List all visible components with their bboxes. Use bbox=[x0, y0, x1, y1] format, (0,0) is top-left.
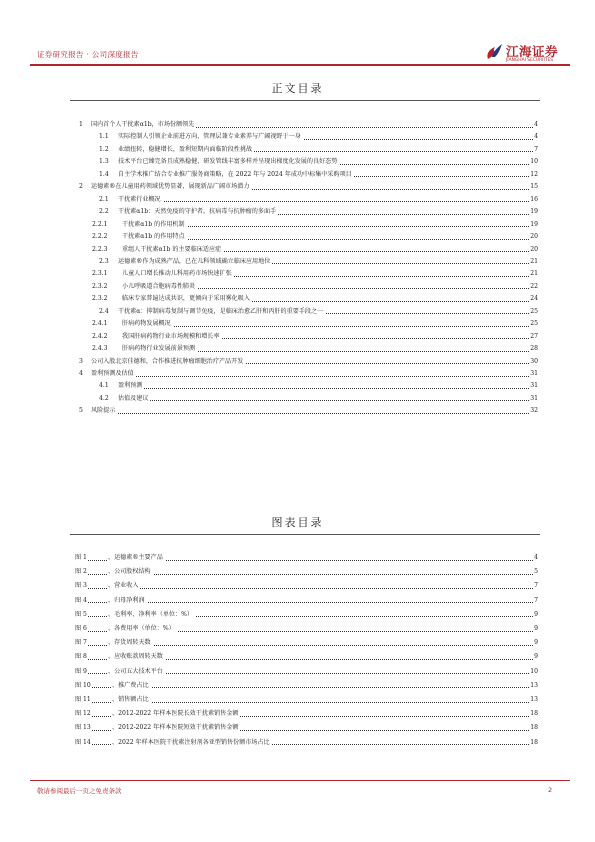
toc-entry-page: 19 bbox=[529, 219, 538, 231]
figure-entry-page: 7 bbox=[533, 595, 538, 607]
toc-entry-number: 4.2 bbox=[99, 394, 109, 402]
toc-entry-number: 2 bbox=[79, 183, 83, 191]
footer-divider bbox=[30, 780, 570, 781]
figure-entry-page: 9 bbox=[533, 623, 538, 635]
toc-entry-page: 25 bbox=[529, 318, 538, 330]
toc-entry-page: 7 bbox=[533, 144, 538, 156]
figure-entry-title: 、2022 年样本医院干扰素注射剂各亚型销售份额市场占比 bbox=[112, 737, 272, 749]
toc-entry[interactable] bbox=[0, 194, 595, 206]
toc-entry-title: 儿童人口增长推动儿科用药市场快速扩张 bbox=[122, 268, 234, 280]
toc-entry[interactable] bbox=[0, 144, 595, 156]
toc-entry-page: 31 bbox=[529, 380, 538, 392]
toc-leader-dots bbox=[118, 201, 535, 202]
toc-entry[interactable] bbox=[0, 156, 595, 168]
footer-disclaimer: 敬请参阅最后一页之免责条款 bbox=[37, 787, 122, 795]
toc-entry-title: 运德素®作为成熟产品，已在儿科领域确立临床应用地位 bbox=[118, 256, 272, 268]
toc-entry-number: 2.4.3 bbox=[92, 345, 108, 353]
toc-entry-number: 2.3 bbox=[99, 257, 109, 265]
figure-entry-title: 、销售额占比 bbox=[112, 694, 151, 706]
toc-entry-title: 肝病药物发展概况 bbox=[122, 318, 173, 330]
toc-entry[interactable] bbox=[0, 318, 595, 330]
toc-entry[interactable] bbox=[0, 219, 595, 231]
toc-entry-page: 27 bbox=[529, 331, 538, 343]
figure-entry-page: 13 bbox=[529, 694, 538, 706]
toc-entry-page: 22 bbox=[529, 281, 538, 293]
figure-entry-number: 图 2 bbox=[75, 566, 87, 578]
toc-entry-title: 干扰素α1b 的作用机制 bbox=[122, 219, 187, 231]
toc-entry-page: 25 bbox=[529, 306, 538, 318]
toc-entry-number: 1.2 bbox=[99, 145, 109, 153]
toc-entry-number: 4.1 bbox=[99, 382, 109, 390]
logo-name: 江海证券 bbox=[506, 44, 559, 59]
company-logo bbox=[484, 41, 574, 65]
figure-leader-dots bbox=[75, 588, 535, 589]
toc-leader-dots bbox=[91, 413, 535, 414]
figure-entry-title: 、推广费占比 bbox=[112, 680, 151, 692]
figure-entry-page: 13 bbox=[529, 680, 538, 692]
toc-entry-page: 30 bbox=[529, 356, 538, 368]
toc-entry-page: 4 bbox=[533, 119, 538, 131]
toc-entry-page: 20 bbox=[529, 231, 538, 243]
toc-entry-number: 2.2.2 bbox=[92, 233, 108, 241]
toc-entry-number: 2.4.1 bbox=[92, 320, 108, 328]
figure-entry-number: 图 9 bbox=[75, 666, 87, 678]
toc-entry-title: 技术平台已臻完备且成熟稳健，研发管线丰富多样并呈现出梯度化发展的良好态势 bbox=[118, 156, 339, 168]
figure-entry[interactable] bbox=[0, 666, 595, 678]
figure-entry[interactable] bbox=[0, 580, 595, 592]
toc-leader-dots bbox=[122, 326, 535, 327]
toc-entry-title: 自主学术推广结合专业推广服务商策略，在 2022 年与 2024 年成功中标集中采购项目 bbox=[118, 169, 354, 181]
figure-entry-number: 图 4 bbox=[75, 595, 87, 607]
toc-entry-number: 2.2 bbox=[99, 208, 109, 216]
figure-entry-title: 、2012-2022 年样本医院短效干扰素销售金额 bbox=[112, 722, 240, 734]
toc-entry-page: 20 bbox=[529, 244, 538, 256]
toc-entry[interactable] bbox=[0, 119, 595, 131]
toc-entry-number: 1.1 bbox=[99, 133, 109, 141]
toc-entry[interactable] bbox=[0, 231, 595, 243]
toc-entry-page: 16 bbox=[529, 194, 538, 206]
figure-entry-title: 、公司股权结构 bbox=[108, 566, 153, 578]
toc-entry-title: 风险提示 bbox=[91, 405, 117, 417]
toc-entry-page: 15 bbox=[529, 181, 538, 193]
toc-entry-number: 2.1 bbox=[99, 195, 109, 203]
figure-entry[interactable] bbox=[0, 680, 595, 692]
toc-entry-title: 临床专家普遍达成共识，更倾向于采用雾化吸入 bbox=[122, 293, 252, 305]
toc-entry[interactable] bbox=[0, 393, 595, 405]
figure-entry-title: 、毛利率、净利率（单位：%） bbox=[108, 609, 195, 621]
figure-entry[interactable] bbox=[0, 722, 595, 734]
toc-entry-page: 12 bbox=[529, 169, 538, 181]
toc-entry-title: 估值及建议 bbox=[118, 393, 150, 405]
figure-entry[interactable] bbox=[0, 737, 595, 749]
figure-entry-page: 7 bbox=[533, 580, 538, 592]
toc-entry-title: 干扰素α1b 的作用特点 bbox=[122, 231, 187, 243]
toc-entry-page: 21 bbox=[529, 268, 538, 280]
toc-entry[interactable] bbox=[0, 356, 595, 368]
toc-entry-number: 2.3.1 bbox=[92, 270, 108, 278]
figure-entry-title: 、各费用率（单位：%） bbox=[108, 623, 177, 635]
figure-entry-number: 图 8 bbox=[75, 651, 87, 663]
toc-entry-number: 2.3.2 bbox=[92, 282, 108, 290]
toc-entry-title: 国内首个人干扰素α1b，市场份额领先 bbox=[91, 119, 196, 131]
toc-entry-number: 1 bbox=[79, 121, 83, 128]
toc-entry-number: 2.3.2 bbox=[92, 295, 108, 303]
figure-entry-page: 9 bbox=[533, 651, 538, 663]
toc-title: 正文目录 bbox=[271, 82, 324, 95]
toc-entry-page: 32 bbox=[529, 405, 538, 417]
toc-entry-number: 3 bbox=[79, 357, 83, 365]
toc-entry-number: 1.3 bbox=[99, 158, 109, 166]
figure-entry-page: 9 bbox=[533, 609, 538, 621]
figure-entry-number: 图 7 bbox=[75, 637, 87, 649]
figure-entry-page: 9 bbox=[533, 637, 538, 649]
toc-entry-page: 28 bbox=[529, 343, 538, 355]
toc-entry-title: 重组人干扰素α1b 的主要临床适应症 bbox=[122, 244, 223, 256]
toc-entry-title: 业绩扭转，稳健增长，盈利短期内面临阶段性挑战 bbox=[118, 144, 254, 156]
figure-entry[interactable] bbox=[0, 694, 595, 706]
toc-entry-title: 我国肝病药物行业市场规模和增长率 bbox=[122, 331, 222, 343]
figure-entry-title: 、应收账款周转天数 bbox=[108, 651, 165, 663]
toc-entry[interactable] bbox=[0, 281, 595, 293]
toc-entry[interactable] bbox=[0, 405, 595, 417]
toc-entry-page: 21 bbox=[529, 256, 538, 268]
toc-entry[interactable] bbox=[0, 131, 595, 143]
toc-entry-number: 4 bbox=[79, 370, 83, 377]
figure-entry-page: 10 bbox=[529, 666, 538, 678]
toc-entry[interactable] bbox=[0, 244, 595, 256]
toc-entry-page: 4 bbox=[533, 131, 538, 143]
figure-entry-number: 图 11 bbox=[75, 694, 91, 706]
figure-entry-title: 、公司五大技术平台 bbox=[108, 666, 165, 678]
figure-entry[interactable] bbox=[0, 552, 595, 564]
toc-entry-title: 干扰素α1b：天然免疫的守护者，抗病毒与抗肿瘤的多面手 bbox=[118, 206, 278, 218]
figure-entry[interactable] bbox=[0, 595, 595, 607]
toc-entry[interactable] bbox=[0, 206, 595, 218]
toc-entry-number: 2.4 bbox=[99, 307, 109, 315]
toc-entry-number: 5 bbox=[79, 407, 83, 415]
logo-subtitle: JIANGHAI SECURITIES bbox=[506, 58, 553, 63]
figure-entry-title: 、运德素®主要产品 bbox=[108, 552, 165, 564]
toc-leader-dots bbox=[118, 400, 535, 401]
figure-entry[interactable] bbox=[0, 609, 595, 621]
toc-entry-page: 19 bbox=[529, 206, 538, 218]
toc-entry[interactable] bbox=[0, 268, 595, 280]
toc-entry[interactable] bbox=[0, 343, 595, 355]
figure-entry-number: 图 3 bbox=[75, 580, 87, 592]
toc-entry[interactable] bbox=[0, 380, 595, 392]
toc-entry-title: 肝病药物行业发展前景预测 bbox=[122, 343, 197, 355]
page-number: 2 bbox=[548, 786, 553, 794]
toc-entry-title: 公司入股北京佳德和，合作推进抗肿瘤细胞治疗产品开发 bbox=[91, 356, 245, 368]
toc-entry-page: 10 bbox=[529, 156, 538, 168]
figure-entry-number: 图 1 bbox=[75, 552, 87, 564]
figure-entry-number: 图 6 bbox=[75, 623, 87, 635]
figure-entry[interactable] bbox=[0, 708, 595, 720]
figure-entry[interactable] bbox=[0, 623, 595, 635]
figure-entry-number: 图 5 bbox=[75, 609, 87, 621]
figure-entry-title: 、营业收入 bbox=[108, 580, 140, 592]
toc-leader-dots bbox=[91, 376, 535, 377]
figure-entry-number: 图 12 bbox=[75, 708, 91, 720]
toc-entry-number: 2.4.2 bbox=[92, 332, 108, 340]
figures-title: 图表目录 bbox=[271, 516, 324, 529]
toc-entry-number: 2.2.1 bbox=[92, 220, 108, 228]
figure-entry-page: 18 bbox=[529, 737, 538, 749]
figure-entry-number: 图 14 bbox=[75, 737, 91, 749]
flame-logo-icon bbox=[484, 41, 504, 61]
toc-entry[interactable] bbox=[0, 331, 595, 343]
header-divider bbox=[30, 64, 570, 66]
toc-entry-number: 2.2.3 bbox=[92, 245, 108, 253]
toc-entry-title: 干扰素行业概况 bbox=[118, 194, 163, 206]
toc-entry-title: 干扰素α：抑制病毒复制与调节免疫，是临床治愈乙肝和丙肝的重要手段之一 bbox=[118, 306, 325, 318]
toc-entry[interactable] bbox=[0, 256, 595, 268]
figure-entry-title: 、归母净利润 bbox=[108, 595, 147, 607]
toc-leader-dots bbox=[118, 388, 535, 389]
toc-entry-page: 31 bbox=[529, 368, 538, 380]
figure-entry-number: 图 10 bbox=[75, 680, 91, 692]
figure-entry[interactable] bbox=[0, 566, 595, 578]
toc-entry-number: 1.4 bbox=[99, 170, 109, 178]
figure-entry[interactable] bbox=[0, 637, 595, 649]
toc-entry-title: 实际控制人引领企业前进方向，管理层兼专业素养与广阔视野于一身 bbox=[118, 131, 303, 143]
figure-entry-page: 5 bbox=[533, 566, 538, 578]
figure-entry-number: 图 13 bbox=[75, 722, 91, 734]
figure-entry-page: 4 bbox=[533, 552, 538, 564]
toc-title-rule bbox=[70, 100, 540, 101]
toc-entry[interactable] bbox=[0, 169, 595, 181]
figures-title-rule bbox=[70, 534, 540, 535]
figure-entry-page: 18 bbox=[529, 708, 538, 720]
toc-entry-title: 盈利预测 bbox=[118, 380, 144, 392]
figure-entry-title: 、2012-2022 年样本医院长效干扰素销售金额 bbox=[112, 708, 240, 720]
toc-entry-page: 24 bbox=[529, 293, 538, 305]
toc-entry-title: 小儿呼吸道合胞病毒性肺炎 bbox=[122, 281, 197, 293]
toc-entry[interactable] bbox=[0, 181, 595, 193]
figure-entry-page: 18 bbox=[529, 722, 538, 734]
toc-entry-title: 运德素®在儿童用药领域优势显著，展现新品广阔市场潜力 bbox=[91, 181, 251, 193]
toc-entry[interactable] bbox=[0, 293, 595, 305]
toc-entry-page: 31 bbox=[529, 393, 538, 405]
toc-entry[interactable] bbox=[0, 368, 595, 380]
toc-entry-title: 盈利预测及估值 bbox=[91, 368, 136, 380]
toc-entry[interactable] bbox=[0, 306, 595, 318]
figure-entry[interactable] bbox=[0, 651, 595, 663]
report-category: 证券研究报告 · 公司深度报告 bbox=[37, 50, 139, 59]
figure-entry-title: 、存货周转天数 bbox=[108, 637, 153, 649]
